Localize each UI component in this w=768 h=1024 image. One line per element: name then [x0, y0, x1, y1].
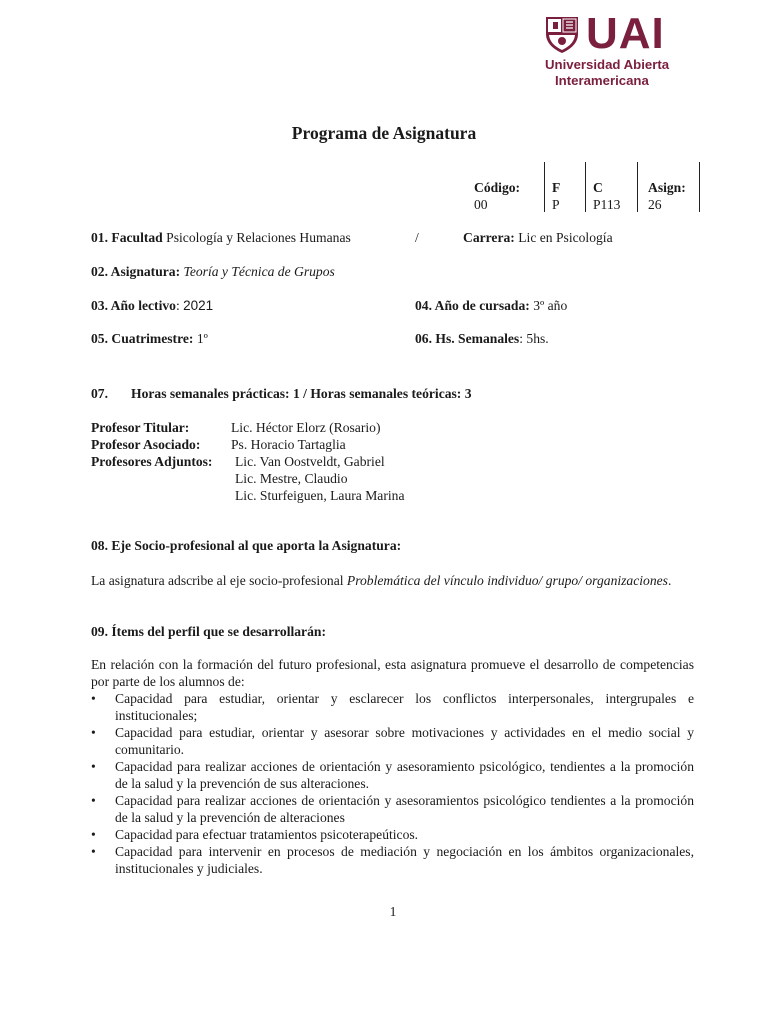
list-item: • Capacidad para realizar acciones de orientación y asesoramiento psicológico, tendientes a la promoción de la salud y la prevención de sus alteraciones. [91, 758, 694, 792]
table-divider [699, 162, 700, 212]
cuatrimestre-label: 05. Cuatrimestre: [91, 331, 194, 346]
table-divider [544, 162, 545, 212]
logo-subtitle [545, 57, 669, 89]
facultad-row [91, 229, 351, 246]
profesores-adjuntos-label: Profesores Adjuntos: [91, 454, 213, 469]
c-value: P113 [593, 197, 621, 212]
facultad-separator: / [415, 230, 419, 245]
cuatrimestre-row [91, 330, 208, 347]
eje-text: La asignatura adscribe al eje socio-profesional [91, 573, 347, 588]
anio-lectivo-label: 03. Año lectivo [91, 298, 176, 313]
asignatura-row [91, 263, 335, 280]
eje-period: . [667, 573, 672, 588]
anio-cursada-row [415, 297, 567, 314]
carrera-value: Lic en Psicología [518, 230, 613, 245]
profesor-asociado-label: Profesor Asociado: [91, 437, 201, 452]
asign-value: 26 [648, 197, 662, 212]
carrera-label: Carrera: [463, 230, 515, 245]
f-value: P [552, 197, 560, 212]
facultad-value: Psicología y Relaciones Humanas [166, 230, 351, 245]
page-title: Programa de Asignatura [291, 123, 477, 143]
facultad-label: 01. Facultad [91, 230, 163, 245]
list-item: • Capacidad para estudiar, orientar y esclarecer los conflictos interpersonales, intergrupales e institucionales; [91, 690, 694, 724]
anio-cursada-label: 04. Año de cursada: [415, 298, 530, 313]
items-intro: En relación con la formación del futuro profesional, esta asignatura promueve el desarrollo de competencias por parte de los alumnos de: [91, 657, 694, 689]
codigo-label: Código: [474, 180, 521, 195]
asign-label: Asign: [648, 180, 686, 195]
hs-semanales-value: 5hs. [526, 331, 549, 346]
list-item: • Capacidad para estudiar, orientar y asesorar sobre motivaciones y actividades en el medio social y comunitario. [91, 724, 694, 758]
logo-line-1: Universidad Abierta [545, 57, 670, 72]
profesor-adjunto: Lic. Mestre, Claudio [235, 471, 348, 486]
list-item: • Capacidad para realizar acciones de orientación y asesoramientos psicológico tendientes a la promoción de la salud y la prevención de alteraciones [91, 792, 694, 826]
list-item: • Capacidad para intervenir en procesos de mediación y negociación en los ámbitos organizacionales, institucionales y judiciales. [91, 843, 694, 877]
list-item: • Capacidad para efectuar tratamientos psicoterapeúticos. [91, 826, 694, 843]
eje-emphasis: Problemática del vínculo individuo/ grupo/ organizaciones [346, 573, 668, 588]
cuatrimestre-value: 1º [196, 331, 208, 346]
horas-number: 07. [91, 386, 108, 401]
table-divider [585, 162, 586, 212]
profesor-titular-value: Lic. Héctor Elorz (Rosario) [231, 420, 381, 435]
f-label: F [552, 180, 561, 195]
eje-heading: 08. Eje Socio-profesional al que aporta la Asignatura: [91, 538, 402, 553]
c-label: C [593, 180, 603, 195]
profesor-titular-label: Profesor Titular: [91, 420, 190, 435]
logo-line-2: Interamericana [555, 73, 649, 88]
asignatura-label: 02. Asignatura: [91, 264, 181, 279]
items-list [91, 690, 694, 877]
horas-text: Horas semanales prácticas: 1 / Horas semanales teóricas: 3 [131, 386, 472, 401]
anio-lectivo-value: 2021 [183, 298, 214, 313]
anio-lectivo-colon: : [175, 298, 180, 313]
items-heading: 09. Ítems del perfil que se desarrollarán: [91, 624, 326, 639]
hs-semanales-row [415, 330, 549, 347]
codigo-value: 00 [474, 197, 488, 212]
table-divider [637, 162, 638, 212]
university-shield-icon [545, 16, 579, 54]
page-number: 1 [389, 904, 397, 919]
hs-semanales-label: 06. Hs. Semanales [415, 331, 520, 346]
asignatura-value: Teoría y Técnica de Grupos [183, 264, 335, 279]
logo-wordmark: UAI [586, 9, 665, 58]
carrera-row [463, 229, 613, 246]
profesor-adjunto: Lic. Sturfeiguen, Laura Marina [235, 488, 405, 503]
anio-lectivo-row [91, 297, 213, 314]
profesor-asociado-value: Ps. Horacio Tartaglia [231, 437, 346, 452]
hs-semanales-colon: : [519, 331, 524, 346]
anio-cursada-value: 3º año [533, 298, 568, 313]
eje-paragraph [91, 572, 694, 589]
profesor-adjunto: Lic. Van Oostveldt, Gabriel [235, 454, 385, 469]
